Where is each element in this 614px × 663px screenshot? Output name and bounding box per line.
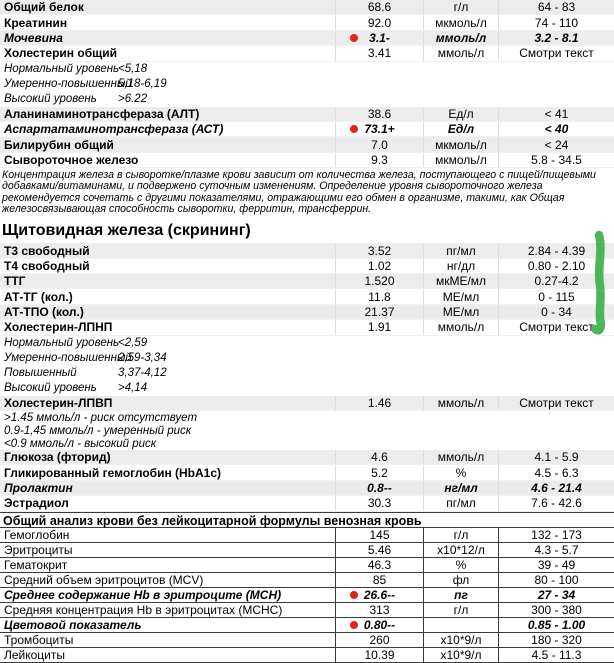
reference-range: 0 - 115 xyxy=(498,289,614,303)
table-row xyxy=(0,648,614,663)
test-name: Т4 свободный xyxy=(4,258,90,273)
biochemistry-section xyxy=(0,0,614,218)
test-value xyxy=(335,396,423,410)
reference-range: 80 - 100 xyxy=(498,573,614,587)
note-line xyxy=(0,92,614,107)
test-value xyxy=(335,588,423,602)
table-row xyxy=(0,396,614,411)
test-value-text: 9.3 xyxy=(371,152,388,167)
test-value-text: 26.6-- xyxy=(363,587,396,602)
test-unit: ммоль/л xyxy=(423,320,498,334)
table-row xyxy=(0,137,614,152)
test-value xyxy=(335,31,423,45)
test-name: Средняя концентрация Hb в эритроцитах (MCHC) xyxy=(4,602,283,617)
test-unit: х10*12/л xyxy=(423,543,498,557)
test-value-text: 1.46 xyxy=(367,395,392,410)
table-row xyxy=(0,465,614,480)
test-value-text: 5.2 xyxy=(371,465,388,480)
test-unit: Ед/л xyxy=(423,122,498,136)
reference-range: 27 - 34 xyxy=(498,588,614,602)
section-heading: Щитовидная железа (скрининг) xyxy=(2,222,251,240)
note-value: 3,37-4,12 xyxy=(118,367,167,380)
table-row xyxy=(0,588,614,603)
note-line: <0.9 ммоль/л - высокий риск xyxy=(4,437,157,450)
table-row xyxy=(0,573,614,588)
test-value-text: 10.39 xyxy=(364,647,395,662)
test-value xyxy=(335,603,423,617)
reference-range: Смотри текст xyxy=(498,396,614,410)
reference-range: 0.85 - 1.00 xyxy=(498,618,614,632)
test-value-text: 4.6 xyxy=(371,450,388,465)
test-name: Аланинаминотрансфераза (АЛТ) xyxy=(4,106,200,121)
reference-range: 132 - 173 xyxy=(498,528,614,542)
test-value xyxy=(335,153,423,167)
test-value xyxy=(335,289,423,303)
reference-range: 4.5 - 6.3 xyxy=(498,465,614,479)
test-name: Тромбоциты xyxy=(4,632,74,647)
test-value-text: 92.0 xyxy=(367,15,392,30)
test-unit: Ед/л xyxy=(423,107,498,121)
test-value xyxy=(335,0,423,14)
test-name: Аспартатаминотрансфераза (АСТ) xyxy=(4,122,224,137)
test-value xyxy=(335,573,423,587)
test-value-text: 1.520 xyxy=(364,274,395,289)
note-label: Умеренно-повышенный xyxy=(4,78,132,91)
test-value xyxy=(335,496,423,510)
test-name: ТТГ xyxy=(4,274,26,289)
test-value xyxy=(335,274,423,288)
abnormal-flag-dot xyxy=(350,621,358,629)
note-label: Высокий уровень xyxy=(4,93,97,106)
test-unit: нг/мл xyxy=(423,481,498,495)
test-name: Эритроциты xyxy=(4,542,73,557)
test-unit: г/л xyxy=(423,528,498,542)
test-unit: мкмоль/л xyxy=(423,15,498,29)
test-value xyxy=(335,543,423,557)
test-name: Гематокрит xyxy=(4,557,68,572)
table-row xyxy=(0,496,614,511)
table-row xyxy=(0,320,614,335)
note-line xyxy=(0,366,614,381)
note-label: Умеренно-повышенный xyxy=(4,352,132,365)
test-value xyxy=(335,122,423,136)
test-value-text: 7.0 xyxy=(371,137,388,152)
test-name: Холестерин-ЛПНП xyxy=(4,320,113,335)
test-value-text: 1.02 xyxy=(367,258,392,273)
note-paragraph: Концентрация железа в сыворотке/плазме крови зависит от количества железа, поступающего с пищей/пищевыми добавками/витаминами, и подвержено суточным изменениям. Определение уровня сывороточного железа рекомендуется сочетать с другими показателями, отражающими его обмен в организме, такими, как Общая железосвязывающая способность сыворотки, ферритин, трансферрин. xyxy=(2,169,596,216)
table-row xyxy=(0,603,614,618)
abnormal-flag-dot xyxy=(350,591,358,599)
table-row xyxy=(0,107,614,122)
abnormal-flag-dot xyxy=(350,125,358,133)
table-row xyxy=(0,0,614,15)
test-unit: МЕ/мл xyxy=(423,305,498,319)
test-unit: пг/мл xyxy=(423,496,498,510)
reference-range: 5.8 - 34.5 xyxy=(498,153,614,167)
table-row xyxy=(0,122,614,137)
test-unit: ммоль/л xyxy=(423,450,498,464)
reference-range: 7.6 - 42.6 xyxy=(498,496,614,510)
reference-range: 4.3 - 5.7 xyxy=(498,543,614,557)
test-value-text: 85 xyxy=(372,572,387,587)
cbc-section xyxy=(0,512,614,663)
test-value-text: 0.8-- xyxy=(367,481,392,496)
test-name: Среднее содержание Hb в эритроците (MCH) xyxy=(4,587,282,602)
table-row xyxy=(0,259,614,274)
reference-range: Смотри текст xyxy=(498,320,614,334)
test-value xyxy=(335,320,423,334)
test-unit: ммоль/л xyxy=(423,396,498,410)
reference-range: 4.5 - 11.3 xyxy=(498,648,614,662)
test-value-text: 30.3 xyxy=(367,496,392,511)
test-value-text: 3.52 xyxy=(367,243,392,258)
test-name: Цветовой показатель xyxy=(4,617,142,632)
test-value-text: 3.1- xyxy=(369,30,390,45)
test-value-text: 1.91 xyxy=(367,320,392,335)
test-name: Пролактин xyxy=(4,481,73,496)
reference-range: 39 - 49 xyxy=(498,558,614,572)
reference-range: 3.2 - 8.1 xyxy=(498,31,614,45)
table-row xyxy=(0,31,614,46)
test-value xyxy=(335,107,423,121)
test-name: Эстрадиол xyxy=(4,496,69,511)
test-unit: пг xyxy=(423,588,498,602)
test-name: Мочевина xyxy=(4,30,63,45)
reference-range: 180 - 320 xyxy=(498,633,614,647)
table-row xyxy=(0,46,614,61)
test-unit: % xyxy=(423,465,498,479)
test-value xyxy=(335,259,423,273)
test-value xyxy=(335,618,423,632)
test-value-text: 21.37 xyxy=(364,305,395,320)
table-row xyxy=(0,481,614,496)
test-unit: МЕ/мл xyxy=(423,289,498,303)
test-unit: х10*9/л xyxy=(423,633,498,647)
test-unit: х10*9/л xyxy=(423,648,498,662)
test-name: АТ-ТПО (кол.) xyxy=(4,305,84,320)
reference-range: Смотри текст xyxy=(498,46,614,60)
test-name: Общий белок xyxy=(4,0,84,15)
test-value xyxy=(335,137,423,151)
note-line xyxy=(0,381,614,396)
note-value: >4,14 xyxy=(118,382,148,395)
reference-range: 300 - 380 xyxy=(498,603,614,617)
test-value-text: 145 xyxy=(369,527,390,542)
table-row xyxy=(0,558,614,573)
note-value: 2,59-3,34 xyxy=(118,352,167,365)
reference-range: 0 - 34 xyxy=(498,305,614,319)
test-unit: г/л xyxy=(423,603,498,617)
table-row xyxy=(0,543,614,558)
table-row xyxy=(0,528,614,543)
test-unit: мкмоль/л xyxy=(423,153,498,167)
table-row xyxy=(0,153,614,168)
test-value-text: 260 xyxy=(369,632,390,647)
abnormal-flag-dot xyxy=(350,34,358,42)
note-label: Нормальный уровень xyxy=(4,63,120,76)
test-value xyxy=(335,305,423,319)
table-row xyxy=(0,618,614,633)
note-line xyxy=(0,351,614,366)
table-row xyxy=(0,274,614,289)
table-row xyxy=(0,243,614,258)
test-value-text: 313 xyxy=(369,602,390,617)
note-value: 5,18-6,19 xyxy=(118,78,167,91)
test-name: Т3 свободный xyxy=(4,243,90,258)
test-unit: ммоль/л xyxy=(423,31,498,45)
table-row xyxy=(0,15,614,30)
test-unit: мкмоль/л xyxy=(423,137,498,151)
thyroid-section xyxy=(0,218,614,511)
note-line: 0.9-1,45 ммоль/л - умеренный риск xyxy=(4,424,192,437)
test-value-text: 38.6 xyxy=(367,106,392,121)
note-value: >6.22 xyxy=(118,93,148,106)
reference-range: 0.27-4.2 xyxy=(498,274,614,288)
note-label: Высокий уровень xyxy=(4,382,97,395)
test-unit: нг/дл xyxy=(423,259,498,273)
test-unit: ммоль/л xyxy=(423,46,498,60)
test-unit: г/л xyxy=(423,0,498,14)
test-unit xyxy=(423,618,498,632)
section-heading: Общий анализ крови без лейкоцитарной формулы венозная кровь xyxy=(0,512,614,528)
test-value-text: 46.3 xyxy=(367,557,392,572)
test-unit: фл xyxy=(423,573,498,587)
test-name: Холестерин-ЛПВП xyxy=(4,395,113,410)
reference-range: 2.84 - 4.39 xyxy=(498,243,614,257)
note-line xyxy=(0,77,614,92)
test-value-text: 3.41 xyxy=(367,46,392,61)
test-unit: % xyxy=(423,558,498,572)
reference-range: < 40 xyxy=(498,122,614,136)
reference-range: 74 - 110 xyxy=(498,15,614,29)
test-value xyxy=(335,450,423,464)
test-name: АТ-ТГ (кол.) xyxy=(4,289,73,304)
table-row xyxy=(0,633,614,648)
test-value xyxy=(335,243,423,257)
table-row xyxy=(0,289,614,304)
test-value xyxy=(335,558,423,572)
note-line xyxy=(0,336,614,351)
test-value xyxy=(335,648,423,662)
reference-range: < 41 xyxy=(498,107,614,121)
test-name: Глюкоза (фторид) xyxy=(4,450,111,465)
test-name: Лейкоциты xyxy=(4,647,66,662)
test-value-text: 0.80-- xyxy=(363,617,396,632)
test-value xyxy=(335,465,423,479)
note-value: <2,59 xyxy=(118,337,148,350)
test-value xyxy=(335,46,423,60)
reference-range: 4.6 - 21.4 xyxy=(498,481,614,495)
test-value xyxy=(335,481,423,495)
note-label: Повышенный xyxy=(4,367,77,380)
reference-range: 4.1 - 5.9 xyxy=(498,450,614,464)
note-value: <5,18 xyxy=(118,63,148,76)
test-value-text: 73.1+ xyxy=(364,122,395,137)
reference-range: 64 - 83 xyxy=(498,0,614,14)
reference-range: 0.80 - 2.10 xyxy=(498,259,614,273)
test-value-text: 11.8 xyxy=(368,289,391,304)
test-name: Билирубин общий xyxy=(4,137,114,152)
table-row xyxy=(0,450,614,465)
test-unit: пг/мл xyxy=(423,243,498,257)
test-name: Холестерин общий xyxy=(4,46,117,61)
note-line xyxy=(0,62,614,77)
note-line: >1.45 ммоль/л - риск отсутствует xyxy=(4,411,198,424)
test-name: Средний объем эритроцитов (MCV) xyxy=(4,572,204,587)
test-value-text: 68.6 xyxy=(367,0,392,15)
note-label: Нормальный уровень xyxy=(4,337,120,350)
test-value xyxy=(335,633,423,647)
reference-range: < 24 xyxy=(498,137,614,151)
test-value xyxy=(335,15,423,29)
test-name: Сывороточное железо xyxy=(4,152,139,167)
test-unit: мкМЕ/мл xyxy=(423,274,498,288)
table-row xyxy=(0,305,614,320)
test-value xyxy=(335,528,423,542)
test-value-text: 5.46 xyxy=(367,542,392,557)
test-name: Гемоглобин xyxy=(4,527,70,542)
test-name: Гликированный гемоглобин (HbA1c) xyxy=(4,465,222,480)
test-name: Креатинин xyxy=(4,15,68,30)
